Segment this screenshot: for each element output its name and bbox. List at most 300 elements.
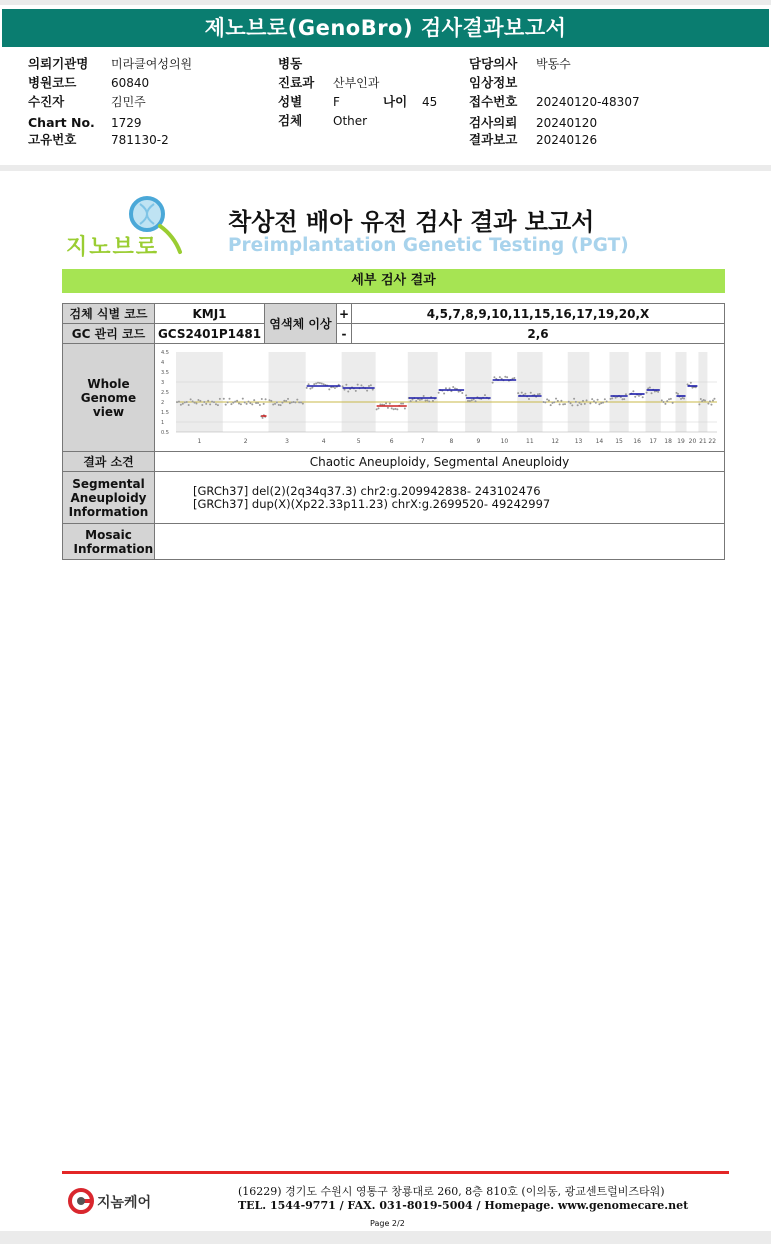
field-value: F — [333, 95, 340, 109]
copy-number-point — [370, 384, 372, 386]
chromosome-band — [568, 352, 590, 432]
copy-number-point — [454, 387, 456, 389]
copy-number-point — [598, 403, 600, 405]
copy-number-point — [467, 400, 469, 402]
copy-number-point — [543, 401, 545, 403]
copy-number-point — [244, 401, 246, 403]
field-value: 20240120-48307 — [536, 95, 640, 109]
page-number: Page 2/2 — [370, 1219, 405, 1228]
copy-number-point — [606, 401, 608, 403]
copy-number-point — [513, 377, 515, 379]
copy-number-point — [257, 402, 259, 404]
chromosome-tick-label: 17 — [649, 438, 658, 445]
copy-number-point — [311, 387, 313, 389]
copy-number-point — [199, 400, 201, 402]
copy-number-point — [246, 403, 248, 405]
copy-number-point — [274, 403, 276, 405]
copy-number-point — [573, 398, 575, 400]
copy-number-point — [262, 417, 264, 419]
copy-number-point — [319, 382, 321, 384]
copy-number-point — [657, 391, 659, 393]
y-tick-label: 3 — [161, 380, 165, 386]
segmental-label: Segmental Aneuploidy Information — [63, 472, 155, 524]
copy-number-point — [492, 382, 494, 384]
copy-number-point — [328, 388, 330, 390]
copy-number-point — [278, 404, 280, 406]
field-label: 검사의뢰 — [469, 115, 518, 130]
copy-number-point — [666, 400, 668, 402]
report-header-title: 제노브로(GenoBro) 검사결과보고서 — [2, 9, 769, 47]
genobro-logo — [62, 192, 192, 262]
copy-number-point — [602, 402, 604, 404]
copy-number-point — [215, 403, 217, 405]
field-label: 성별 — [278, 94, 303, 109]
chromosome-band — [698, 352, 707, 432]
loss-sign: - — [337, 324, 352, 344]
copy-number-point — [539, 393, 541, 395]
y-tick-label: 1 — [161, 420, 165, 426]
copy-number-point — [184, 401, 186, 403]
chromosome-tick-label: 13 — [574, 438, 583, 445]
gain-sign: + — [337, 304, 352, 324]
chromosome-band — [342, 352, 376, 432]
field-label: 결과보고 — [469, 132, 518, 147]
copy-number-point — [396, 408, 398, 410]
copy-number-point — [661, 399, 663, 401]
chromosome-tick-label: 5 — [356, 438, 361, 445]
report-title-ko: 착상전 배아 유전 검사 결과 보고서 — [228, 208, 595, 236]
copy-number-point — [504, 376, 506, 378]
copy-number-point — [449, 387, 451, 389]
copy-number-point — [580, 403, 582, 405]
copy-number-point — [321, 382, 323, 384]
copy-number-point — [493, 376, 495, 378]
copy-number-point — [663, 401, 665, 403]
copy-number-point — [611, 397, 613, 399]
copy-number-point — [225, 404, 227, 406]
copy-number-point — [411, 399, 413, 401]
copy-number-point — [557, 400, 559, 402]
bottom-margin — [0, 1231, 771, 1244]
copy-number-point — [298, 401, 300, 403]
copy-number-point — [461, 392, 463, 394]
copy-number-point — [707, 403, 709, 405]
copy-number-point — [195, 403, 197, 405]
logo-text: 지노브로 — [66, 235, 160, 260]
copy-number-point — [334, 387, 336, 389]
chromosome-tick-label: 12 — [551, 438, 559, 445]
copy-number-point — [345, 384, 347, 386]
y-tick-label: 4.5 — [161, 350, 169, 356]
copy-number-point — [201, 404, 203, 406]
copy-number-point — [281, 402, 283, 404]
copy-number-point — [578, 402, 580, 404]
copy-number-point — [458, 391, 460, 393]
copy-number-point — [426, 399, 428, 401]
footer-address-block — [238, 1185, 688, 1213]
copy-number-point — [178, 401, 180, 403]
y-tick-label: 1.5 — [161, 410, 169, 416]
field-value: 미라클여성의원 — [111, 57, 193, 71]
copy-number-point — [621, 398, 623, 400]
copy-number-point — [238, 403, 240, 405]
copy-number-point — [646, 392, 648, 394]
footer-contact: TEL. 1544-9771 / FAX. 031-8019-5004 / Homepage. www.genomecare.net — [238, 1199, 689, 1212]
copy-number-point — [452, 386, 454, 388]
copy-number-point — [548, 399, 550, 401]
copy-number-point — [385, 402, 387, 404]
copy-number-point — [517, 392, 519, 394]
y-tick-label: 4 — [161, 360, 165, 366]
copy-number-point — [368, 385, 370, 387]
copy-number-point — [355, 390, 357, 392]
field-label: 검체 — [278, 113, 303, 128]
copy-number-point — [268, 399, 270, 401]
copy-number-point — [555, 398, 557, 400]
copy-number-point — [188, 404, 190, 406]
copy-number-point — [690, 382, 692, 384]
copy-number-point — [544, 401, 546, 403]
y-tick-label: 3.5 — [161, 370, 169, 376]
copy-number-point — [528, 398, 530, 400]
copy-number-point — [664, 403, 666, 405]
chromosome-band — [268, 352, 305, 432]
copy-number-point — [391, 407, 393, 409]
copy-number-point — [506, 376, 508, 378]
field-value: 20240126 — [536, 133, 598, 147]
copy-number-point — [560, 400, 562, 402]
abnormality-label: 염색체 이상 — [265, 304, 337, 344]
genome-chart-cell — [155, 344, 725, 452]
copy-number-point — [484, 394, 486, 396]
copy-number-point — [317, 382, 319, 384]
copy-number-point — [570, 402, 572, 404]
chromosome-tick-label: 20 — [688, 438, 697, 445]
copy-number-point — [308, 383, 310, 385]
copy-number-point — [280, 404, 282, 406]
copy-number-point — [425, 400, 427, 402]
copy-number-point — [471, 399, 473, 401]
copy-number-point — [700, 398, 702, 400]
chromosome-band — [609, 352, 628, 432]
copy-number-point — [559, 403, 561, 405]
copy-number-point — [415, 400, 417, 402]
chromosome-tick-label: 6 — [389, 438, 394, 445]
whole-genome-label: Whole Genome view — [63, 344, 155, 452]
copy-number-point — [591, 398, 593, 400]
copy-number-point — [410, 400, 412, 402]
field-value: 산부인과 — [333, 76, 380, 90]
copy-number-point — [568, 401, 570, 403]
copy-number-point — [291, 401, 293, 403]
field-value: 1729 — [111, 116, 142, 130]
copy-number-point — [550, 404, 552, 406]
copy-number-point — [704, 400, 706, 402]
copy-number-point — [232, 402, 234, 404]
copy-number-point — [609, 398, 611, 400]
copy-number-point — [443, 392, 445, 394]
copy-number-point — [597, 399, 599, 401]
copy-number-point — [236, 400, 238, 402]
chromosome-band — [465, 352, 492, 432]
copy-number-point — [387, 407, 389, 409]
copy-number-point — [205, 403, 207, 405]
copy-number-point — [227, 401, 229, 403]
field-value: 박동수 — [536, 57, 571, 71]
field-value: 45 — [422, 95, 438, 109]
copy-number-point — [342, 385, 344, 387]
field-value: 60840 — [111, 76, 150, 90]
copy-number-point — [615, 397, 617, 399]
loss-chromosomes: 2,6 — [352, 324, 725, 344]
footer-logo-text: 지놈케어 — [97, 1195, 152, 1211]
copy-number-point — [668, 398, 670, 400]
copy-number-point — [378, 407, 380, 409]
y-tick-label: 2.5 — [161, 390, 169, 396]
copy-number-point — [323, 383, 325, 385]
copy-number-point — [366, 390, 368, 392]
copy-number-point — [219, 398, 221, 400]
copy-number-point — [651, 392, 653, 394]
copy-number-point — [270, 400, 272, 402]
copy-number-point — [649, 387, 651, 389]
copy-number-point — [213, 401, 215, 403]
field-value: 781130-2 — [111, 133, 169, 147]
gc-code-value: GCS2401P1481 — [155, 324, 265, 344]
chromosome-tick-label: 10 — [500, 438, 509, 445]
field-value: 김민주 — [111, 95, 146, 109]
copy-number-point — [347, 390, 349, 392]
copy-number-point — [389, 403, 391, 405]
copy-number-point — [638, 395, 640, 397]
copy-number-point — [357, 384, 359, 386]
chromosome-tick-label: 16 — [633, 438, 641, 445]
gc-code-label: GC 관리 코드 — [63, 324, 155, 344]
copy-number-point — [176, 401, 178, 403]
copy-number-point — [432, 400, 434, 402]
copy-number-point — [242, 398, 244, 400]
whole-genome-chart — [158, 346, 721, 446]
chromosome-tick-label: 3 — [285, 438, 290, 445]
copy-number-point — [272, 404, 274, 406]
copy-number-point — [553, 401, 555, 403]
copy-number-point — [475, 400, 477, 402]
segmental-line: [GRCh37] dup(X)(Xp22.33p11.23) chrX:g.2699520- 49242997 — [193, 496, 551, 511]
field-value: Other — [333, 114, 368, 128]
copy-number-point — [309, 388, 311, 390]
copy-number-point — [296, 399, 298, 401]
field-label: 담당의사 — [469, 56, 518, 71]
copy-number-point — [582, 400, 584, 402]
copy-number-point — [276, 401, 278, 403]
copy-number-point — [197, 399, 199, 401]
copy-number-point — [712, 400, 714, 402]
copy-number-point — [300, 401, 302, 403]
field-label: 접수번호 — [469, 94, 518, 109]
chromosome-tick-label: 1 — [197, 438, 202, 445]
segmental-line: [GRCh37] del(2)(2q34q37.3) chr2:g.209942838- 243102476 — [193, 483, 541, 498]
copy-number-point — [207, 400, 209, 402]
copy-number-point — [247, 401, 249, 403]
report-title-en: Preimplantation Genetic Testing (PGT) — [228, 235, 629, 256]
copy-number-point — [604, 398, 606, 400]
field-label: 진료과 — [278, 75, 315, 90]
mosaic-label: Mosaic Information — [63, 524, 155, 560]
copy-number-point — [194, 402, 196, 404]
copy-number-point — [584, 403, 586, 405]
chromosome-tick-label: 21 — [699, 438, 707, 445]
copy-number-point — [404, 407, 406, 409]
copy-number-point — [251, 403, 253, 405]
copy-number-point — [285, 400, 287, 402]
copy-number-point — [428, 400, 430, 402]
sample-id-label: 검체 식별 코드 — [63, 304, 155, 324]
copy-number-point — [293, 401, 295, 403]
field-label: Chart No. — [28, 115, 95, 130]
copy-number-point — [499, 376, 501, 378]
gain-chromosomes: 4,5,7,8,9,10,11,15,16,17,19,20,X — [352, 304, 725, 324]
copy-number-point — [600, 402, 602, 404]
segmental-info — [155, 472, 725, 524]
field-label: 나이 — [383, 94, 408, 109]
copy-number-point — [698, 403, 700, 405]
field-label: 병원코드 — [28, 75, 77, 90]
copy-number-point — [249, 402, 251, 404]
copy-number-point — [265, 398, 267, 400]
copy-number-point — [670, 398, 672, 400]
copy-number-point — [240, 403, 242, 405]
copy-number-point — [287, 398, 289, 400]
copy-number-point — [546, 398, 548, 400]
field-label: 고유번호 — [28, 132, 77, 147]
section-title: 세부 검사 결과 — [62, 269, 725, 293]
copy-number-point — [360, 384, 362, 386]
copy-number-point — [289, 402, 291, 404]
copy-number-point — [586, 399, 588, 401]
copy-number-point — [302, 403, 304, 405]
copy-number-point — [625, 393, 627, 395]
copy-number-point — [571, 404, 573, 406]
copy-number-point — [469, 400, 471, 402]
copy-number-point — [182, 403, 184, 405]
copy-number-point — [263, 403, 265, 405]
copy-number-point — [306, 387, 308, 389]
copy-number-point — [255, 402, 257, 404]
copy-number-point — [562, 403, 564, 405]
copy-number-point — [632, 390, 634, 392]
chromosome-tick-label: 7 — [420, 438, 425, 445]
copy-number-point — [530, 392, 532, 394]
copy-number-point — [465, 394, 467, 396]
copy-number-point — [713, 398, 715, 400]
g-logo-icon — [67, 1186, 97, 1216]
copy-number-point — [283, 400, 285, 402]
chromosome-tick-label: 18 — [664, 438, 672, 445]
copy-number-point — [209, 403, 211, 405]
chromosome-tick-label: 4 — [321, 438, 326, 445]
sample-id-value: KMJ1 — [155, 304, 265, 324]
copy-number-point — [577, 404, 579, 406]
chromosome-band — [675, 352, 686, 432]
copy-number-point — [376, 408, 378, 410]
copy-number-point — [551, 402, 553, 404]
field-label: 임상정보 — [469, 75, 518, 90]
copy-number-point — [524, 393, 526, 395]
copy-number-point — [315, 382, 317, 384]
field-label: 병동 — [278, 56, 303, 71]
copy-number-point — [400, 403, 402, 405]
results-table — [62, 303, 725, 560]
finding-value: Chaotic Aneuploidy, Segmental Aneuploidy — [155, 452, 725, 472]
copy-number-point — [589, 402, 591, 404]
copy-number-point — [623, 398, 625, 400]
copy-number-point — [642, 396, 644, 398]
copy-number-point — [253, 399, 255, 401]
chromosome-tick-label: 22 — [708, 438, 717, 445]
copy-number-point — [445, 387, 447, 389]
footer-address: (16229) 경기도 수원시 영통구 창룡대로 260, 8층 810호 (이의동, 광교센트럴비즈타워) — [238, 1185, 665, 1198]
footer-divider — [62, 1171, 729, 1174]
copy-number-point — [372, 389, 374, 391]
copy-number-point — [190, 398, 192, 400]
y-tick-label: 2 — [161, 400, 165, 406]
copy-number-point — [393, 408, 395, 410]
copy-number-point — [223, 398, 225, 400]
genomecare-logo — [67, 1186, 157, 1216]
chromosome-tick-label: 2 — [243, 438, 248, 445]
copy-number-point — [230, 403, 232, 405]
field-label: 의뢰기관명 — [28, 56, 89, 71]
copy-number-point — [402, 403, 404, 405]
copy-number-point — [180, 404, 182, 406]
copy-number-point — [575, 401, 577, 403]
copy-number-point — [593, 400, 595, 402]
chromosome-tick-label: 14 — [595, 438, 604, 445]
chromosome-tick-label: 19 — [677, 438, 685, 445]
copy-number-point — [709, 400, 711, 402]
chromosome-tick-label: 9 — [476, 438, 481, 445]
field-value: 20240120 — [536, 116, 598, 130]
copy-number-point — [710, 404, 712, 406]
field-label: 수진자 — [28, 94, 65, 109]
copy-number-point — [537, 393, 539, 395]
copy-number-point — [564, 403, 566, 405]
copy-number-point — [394, 408, 396, 410]
chromosome-band — [408, 352, 438, 432]
copy-number-point — [313, 383, 315, 385]
copy-number-point — [595, 402, 597, 404]
copy-number-point — [672, 402, 674, 404]
chromosome-band — [176, 352, 223, 432]
copy-number-point — [423, 395, 425, 397]
finding-label: 결과 소견 — [63, 452, 155, 472]
copy-number-point — [261, 398, 263, 400]
copy-number-point — [259, 404, 261, 406]
copy-number-point — [211, 401, 213, 403]
copy-number-point — [521, 392, 523, 394]
copy-number-point — [192, 400, 194, 402]
copy-number-point — [343, 389, 345, 391]
copy-number-point — [419, 399, 421, 401]
chromosome-tick-label: 11 — [526, 438, 534, 445]
copy-number-point — [203, 401, 205, 403]
y-tick-label: 0.5 — [161, 430, 169, 436]
copy-number-point — [234, 401, 236, 403]
chromosome-tick-label: 8 — [449, 438, 454, 445]
copy-number-point — [186, 401, 188, 403]
copy-number-point — [229, 398, 231, 400]
copy-number-point — [294, 401, 296, 403]
